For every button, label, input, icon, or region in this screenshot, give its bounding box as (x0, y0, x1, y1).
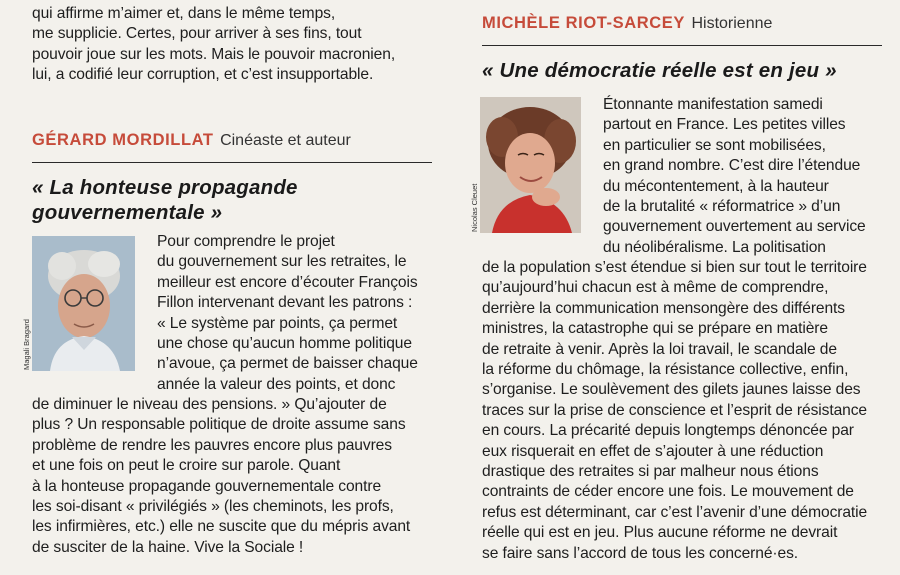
text-line: de retraite à venir. Après la loi travail, le scandale de (482, 340, 837, 358)
author-name: GÉRARD MORDILLAT (32, 131, 214, 149)
text-line: gouvernement ouvertement au service (603, 218, 866, 236)
text-line: contraints de céder encore une fois. Le mouvement de (482, 483, 854, 501)
text-line: la réforme du chômage, la résistance collective, enfin, (482, 361, 849, 379)
text-line: de susciter de la haine. Vive la Sociale ! (32, 538, 304, 556)
text-line: n’avoue, ça permet de baisser chaque (157, 355, 418, 373)
text-line: de la population s’est étendue si bien sur tout le territoire (482, 259, 867, 276)
text-line: année la valeur des points, et donc (157, 375, 396, 393)
author-line (32, 131, 351, 150)
portrait-image (480, 97, 581, 233)
author-role: Historienne (691, 15, 773, 32)
text-line: partout en France. Les petites villes (603, 116, 846, 134)
text-line: de la brutalité « réformatrice » d’un (603, 198, 841, 216)
author-line (482, 14, 772, 33)
text-line: qu’aujourd’hui chacun est à même de comprendre, (482, 279, 829, 297)
divider (32, 162, 432, 163)
text-line: eux risquerait en effet de s’ajouter à une réduction (482, 442, 824, 460)
text-line: drastique des retraites si par malheur nous étions (482, 463, 819, 481)
text-line: les infirmières, etc.) elle ne suscite que du mépris avant (32, 518, 411, 536)
text-line: réelle qui est en jeu. Plus aucune réforme ne devrait (482, 524, 838, 542)
text-line: en grand nombre. C’est dire l’étendue (603, 157, 861, 175)
text-line: une chose qu’aucun homme politique (157, 335, 412, 353)
text-line: en particulier se sont mobilisées, (603, 136, 826, 154)
text-line: lui, a codifié leur corruption, et c’est insupportable. (32, 66, 374, 84)
text-line: à la honteuse propagande gouvernementale contre (32, 477, 382, 495)
headline (32, 175, 298, 225)
text-line: refus est déterminant, car c’est l’avenir d’une démocratie (482, 503, 868, 521)
previous-article-ending (32, 4, 395, 86)
photo-credit: Nicolas Cleuet (470, 183, 479, 232)
text-line: derrière la communication mensongère des différents (482, 299, 845, 317)
author-name: MICHÈLE RIOT-SARCEY (482, 14, 685, 32)
text-line: qui affirme m’aimer et, dans le même temps, (32, 5, 336, 22)
text-line: problème de rendre les pauvres encore plus pauvres (32, 436, 392, 454)
text-line: du néolibéralisme. La politisation (603, 238, 826, 256)
author-photo (480, 97, 581, 233)
article-body-wrapped (603, 95, 866, 258)
text-line: ministres, la catastrophe qui se prépare en matière (482, 320, 828, 338)
article-body-full (482, 258, 867, 564)
article-body-wrapped (157, 232, 418, 395)
headline-line: gouvernementale » (32, 201, 223, 224)
portrait-image (32, 236, 135, 371)
text-line: Pour comprendre le projet (157, 233, 335, 250)
author-role: Cinéaste et auteur (220, 132, 351, 149)
text-line: meilleur est encore d’écouter François (157, 273, 418, 291)
text-line: se faire sans l’accord de tous les concerné·es. (482, 544, 799, 562)
text-line: s’organise. Le soulèvement des gilets jaunes laisse des (482, 381, 861, 399)
text-line: « Le système par points, ça permet (157, 314, 398, 332)
photo-credit: Magali Bragard (22, 319, 31, 370)
text-line: plus ? Un responsable politique de droite assume sans (32, 416, 406, 434)
text-line: les soi-disant « privilégiés » (les cheminots, les profs, (32, 498, 394, 516)
text-line: pouvoir joue sur les mots. Mais le pouvoir macronien, (32, 45, 396, 63)
divider (482, 45, 882, 46)
text-line: du gouvernement sur les retraites, le (157, 253, 407, 271)
text-line: et une fois on peut le croire sur parole. Quant (32, 457, 341, 475)
headline-line: « La honteuse propagande (32, 176, 298, 199)
text-line: du mécontentement, à la hauteur (603, 177, 829, 195)
headline-line: « Une démocratie réelle est en jeu » (482, 59, 837, 82)
text-line: de diminuer le niveau des pensions. » Qu’ajouter de (32, 396, 387, 413)
author-photo (32, 236, 135, 371)
article-body-full (32, 395, 410, 558)
headline (482, 58, 837, 83)
text-line: me supplicie. Certes, pour arriver à ses fins, tout (32, 25, 362, 43)
text-line: traces sur la prise de conscience et l’esprit de résistance (482, 401, 867, 419)
text-line: Fillon intervenant devant les patrons : (157, 294, 413, 312)
text-line: Étonnante manifestation samedi (603, 96, 823, 113)
text-line: en cours. La précarité depuis longtemps dénoncée par (482, 422, 854, 440)
